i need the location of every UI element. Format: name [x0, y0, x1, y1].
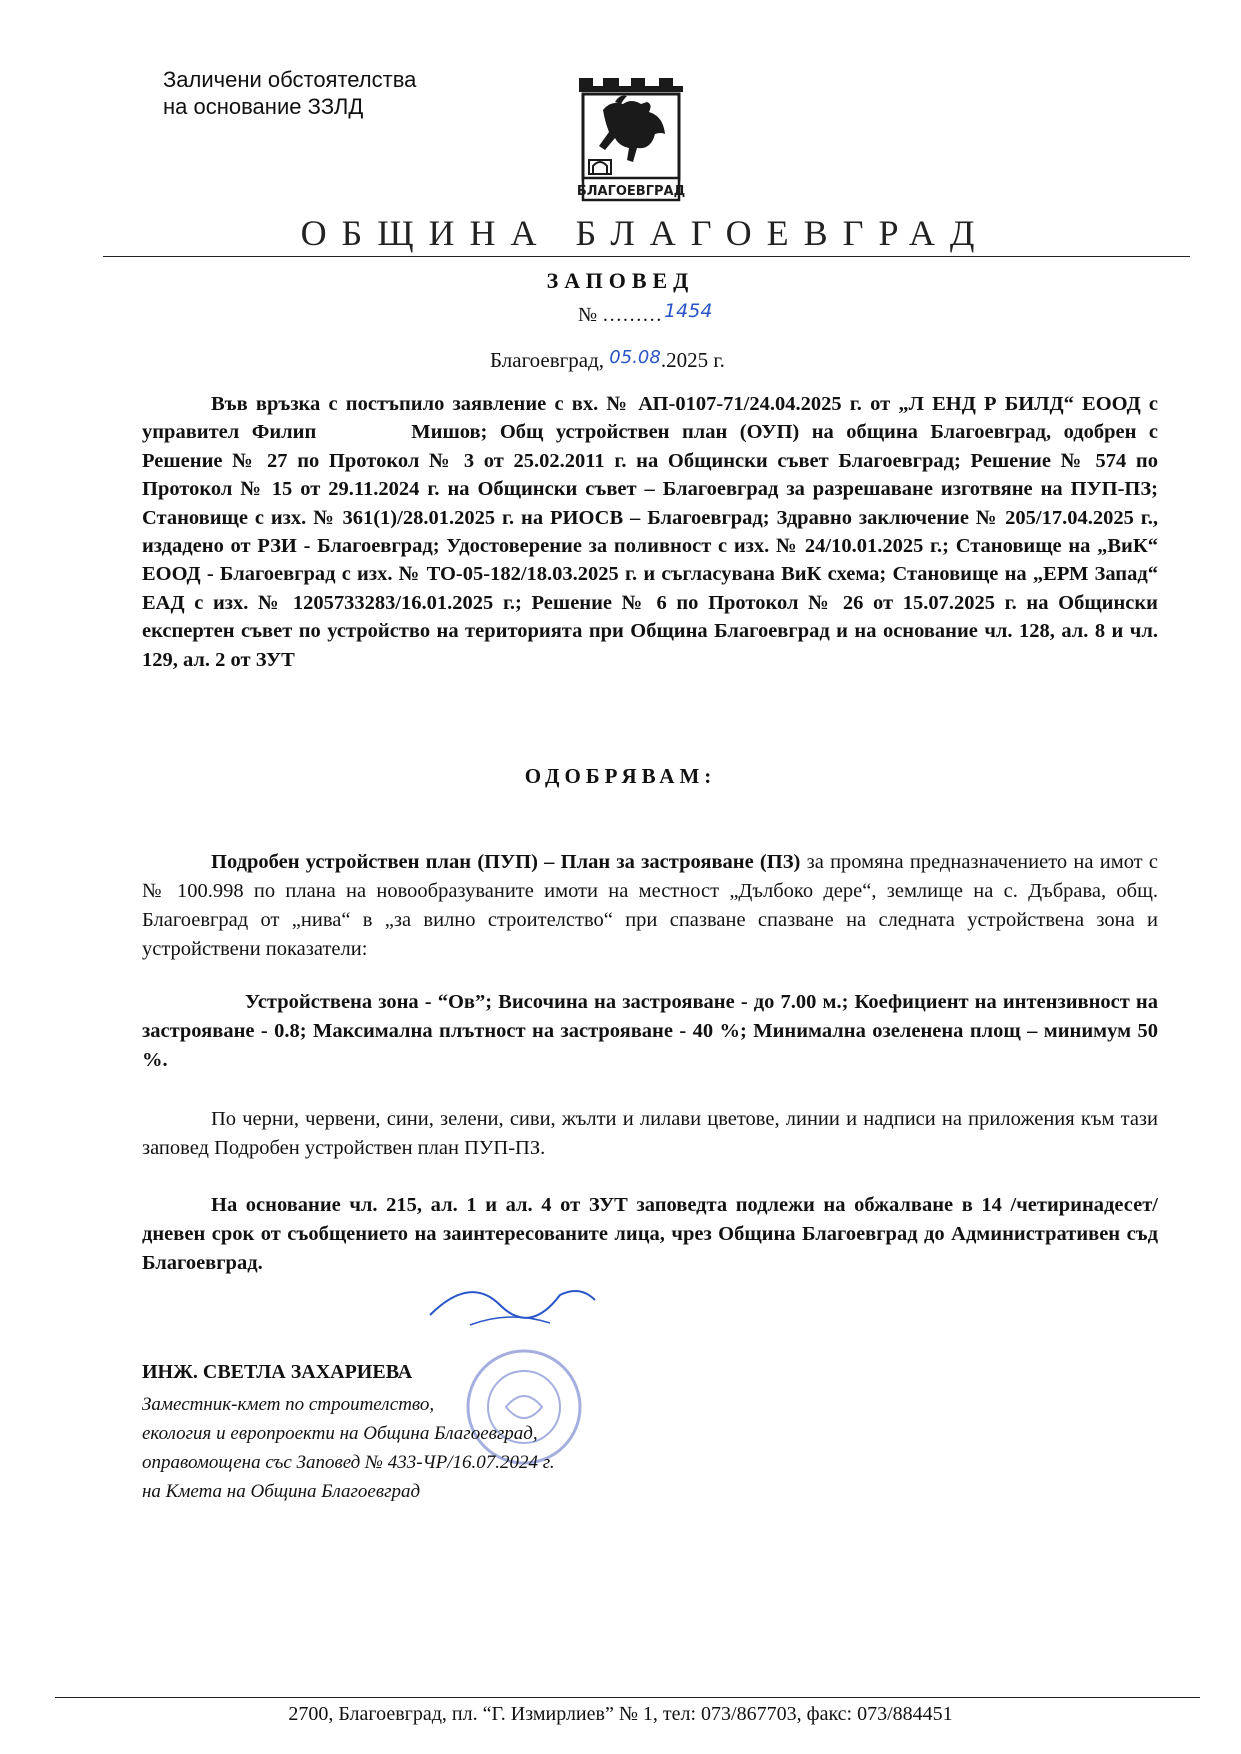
signer-line2: екология и европроекти на Община Благоевград,: [142, 1423, 538, 1444]
signer-name: ИНЖ. СВЕТЛА ЗАХАРИЕВА: [142, 1361, 413, 1383]
document-number: [578, 300, 713, 327]
place-prefix: Благоевград,: [490, 348, 605, 372]
date-suffix: .2025 г.: [660, 348, 725, 372]
handwritten-date: 05.08: [609, 347, 661, 368]
signer-line1: Заместник-кмет по строителство,: [142, 1394, 435, 1415]
document-type: ЗАПОВЕД: [546, 268, 695, 293]
signature-icon: [410, 1255, 610, 1335]
handwritten-number: 1454: [664, 300, 713, 322]
approve-heading: ОДОБРЯВАМ:: [524, 764, 717, 788]
plan-paragraph: [142, 848, 1158, 964]
municipality-title: ОБЩИНА БЛАГОЕВГРАД: [300, 213, 990, 253]
redaction-note-line2: на основание ЗЗЛД: [163, 94, 364, 119]
plan-title: Подробен устройствен план (ПУП) – План за застрояване (ПЗ): [211, 851, 801, 873]
colors-paragraph: По черни, червени, сини, зелени, сиви, жълти и лилави цветове, линии и надписи на приложения към тази заповед Подробен устройствен план ПУП-ПЗ.: [142, 1108, 1158, 1159]
signer-info: [142, 1390, 555, 1506]
plan-text: за промяна предназначението на имот с № 100.998 по плана на новообразуваните имоти на местност „Дълбоко дере“, землище на с. Дъбрава, общ. Благоевград от „нива“ в „за вилно строителство“ при спазване спазване на следната устройствена зона и устройствени показатели:: [142, 851, 1158, 960]
coat-of-arms-icon: [575, 74, 687, 208]
redaction-note: [163, 66, 416, 120]
footer-address: 2700, Благоевград, пл. “Г. Измирлиев” № 1, тел: 073/867703, факс: 073/884451: [288, 1703, 953, 1725]
document-place-date: [490, 348, 725, 373]
signer-line3: оправомощена със Заповед № 433-ЧР/16.07.2024 г.: [142, 1452, 555, 1473]
intro-part1: Във връзка с постъпило заявление с вх. № АП-0107-71/24.04.2025 г. от „Л ЕНД Р БИЛД“ ЕООД с управител Филип: [142, 393, 1158, 444]
appeal-paragraph: На основание чл. 215, ал. 1 и ал. 4 от ЗУТ заповедта подлежи на обжалване в 14 /четиринадесет/ дневен срок от съобщението на заинтересованите лица, чрез Община Благоевград до Административен съд Благоевград.: [142, 1194, 1158, 1274]
intro-paragraph: [142, 390, 1158, 674]
signer-line4: на Кмета на Община Благоевград: [142, 1481, 421, 1502]
header-divider: [103, 256, 1190, 257]
document-number-prefix: № ………: [578, 304, 663, 326]
zone-paragraph: Устройствена зона - “Ов”; Височина на застрояване - до 7.00 м.; Коефициент на интензивност на застрояване - 0.8; Максимална плътност на застрояване - 40 %; Минимална озеленена площ – минимум 50 %.: [142, 991, 1158, 1071]
intro-part2: Мишов; Общ устройствен план (ОУП) на община Благоевград, одобрен с Решение № 27 по Протокол № 3 от 25.02.2011 г. на Общински съвет Благоевград; Решение № 574 по Протокол № 15 от 29.11.2024 г. на Общински съвет – Благоевград за разрешаване изготвяне на ПУП-ПЗ; Становище с изх. № 361(1)/28.01.2025 г. на РИОСВ – Благоевград; Здравно заключение № 205/17.04.2025 г., издадено от РЗИ - Благоевград; Удостоверение за поливност с изх. № 24/10.01.2025 г.; Становище на „ВиК“ ЕООД - Благоевград с изх. № ТО-05-182/18.03.2025 г. и съгласувана ВиК схема; Становище на „ЕРМ Запад“ ЕАД с изх. № 1205733283/16.01.2025 г.; Решение № 6 по Протокол № 26 от 15.07.2025 г. на Общински експертен съвет по устройство на територията при Община Благоевград и на основание чл. 128, ал. 8 и чл. 129, ал. 2 от ЗУТ: [142, 421, 1158, 671]
redaction-note-line1: Заличени обстоятелства: [163, 67, 417, 92]
footer-divider: [55, 1697, 1200, 1698]
svg-text:БЛАГОЕВГРАД: БЛАГОЕВГРАД: [576, 184, 686, 199]
